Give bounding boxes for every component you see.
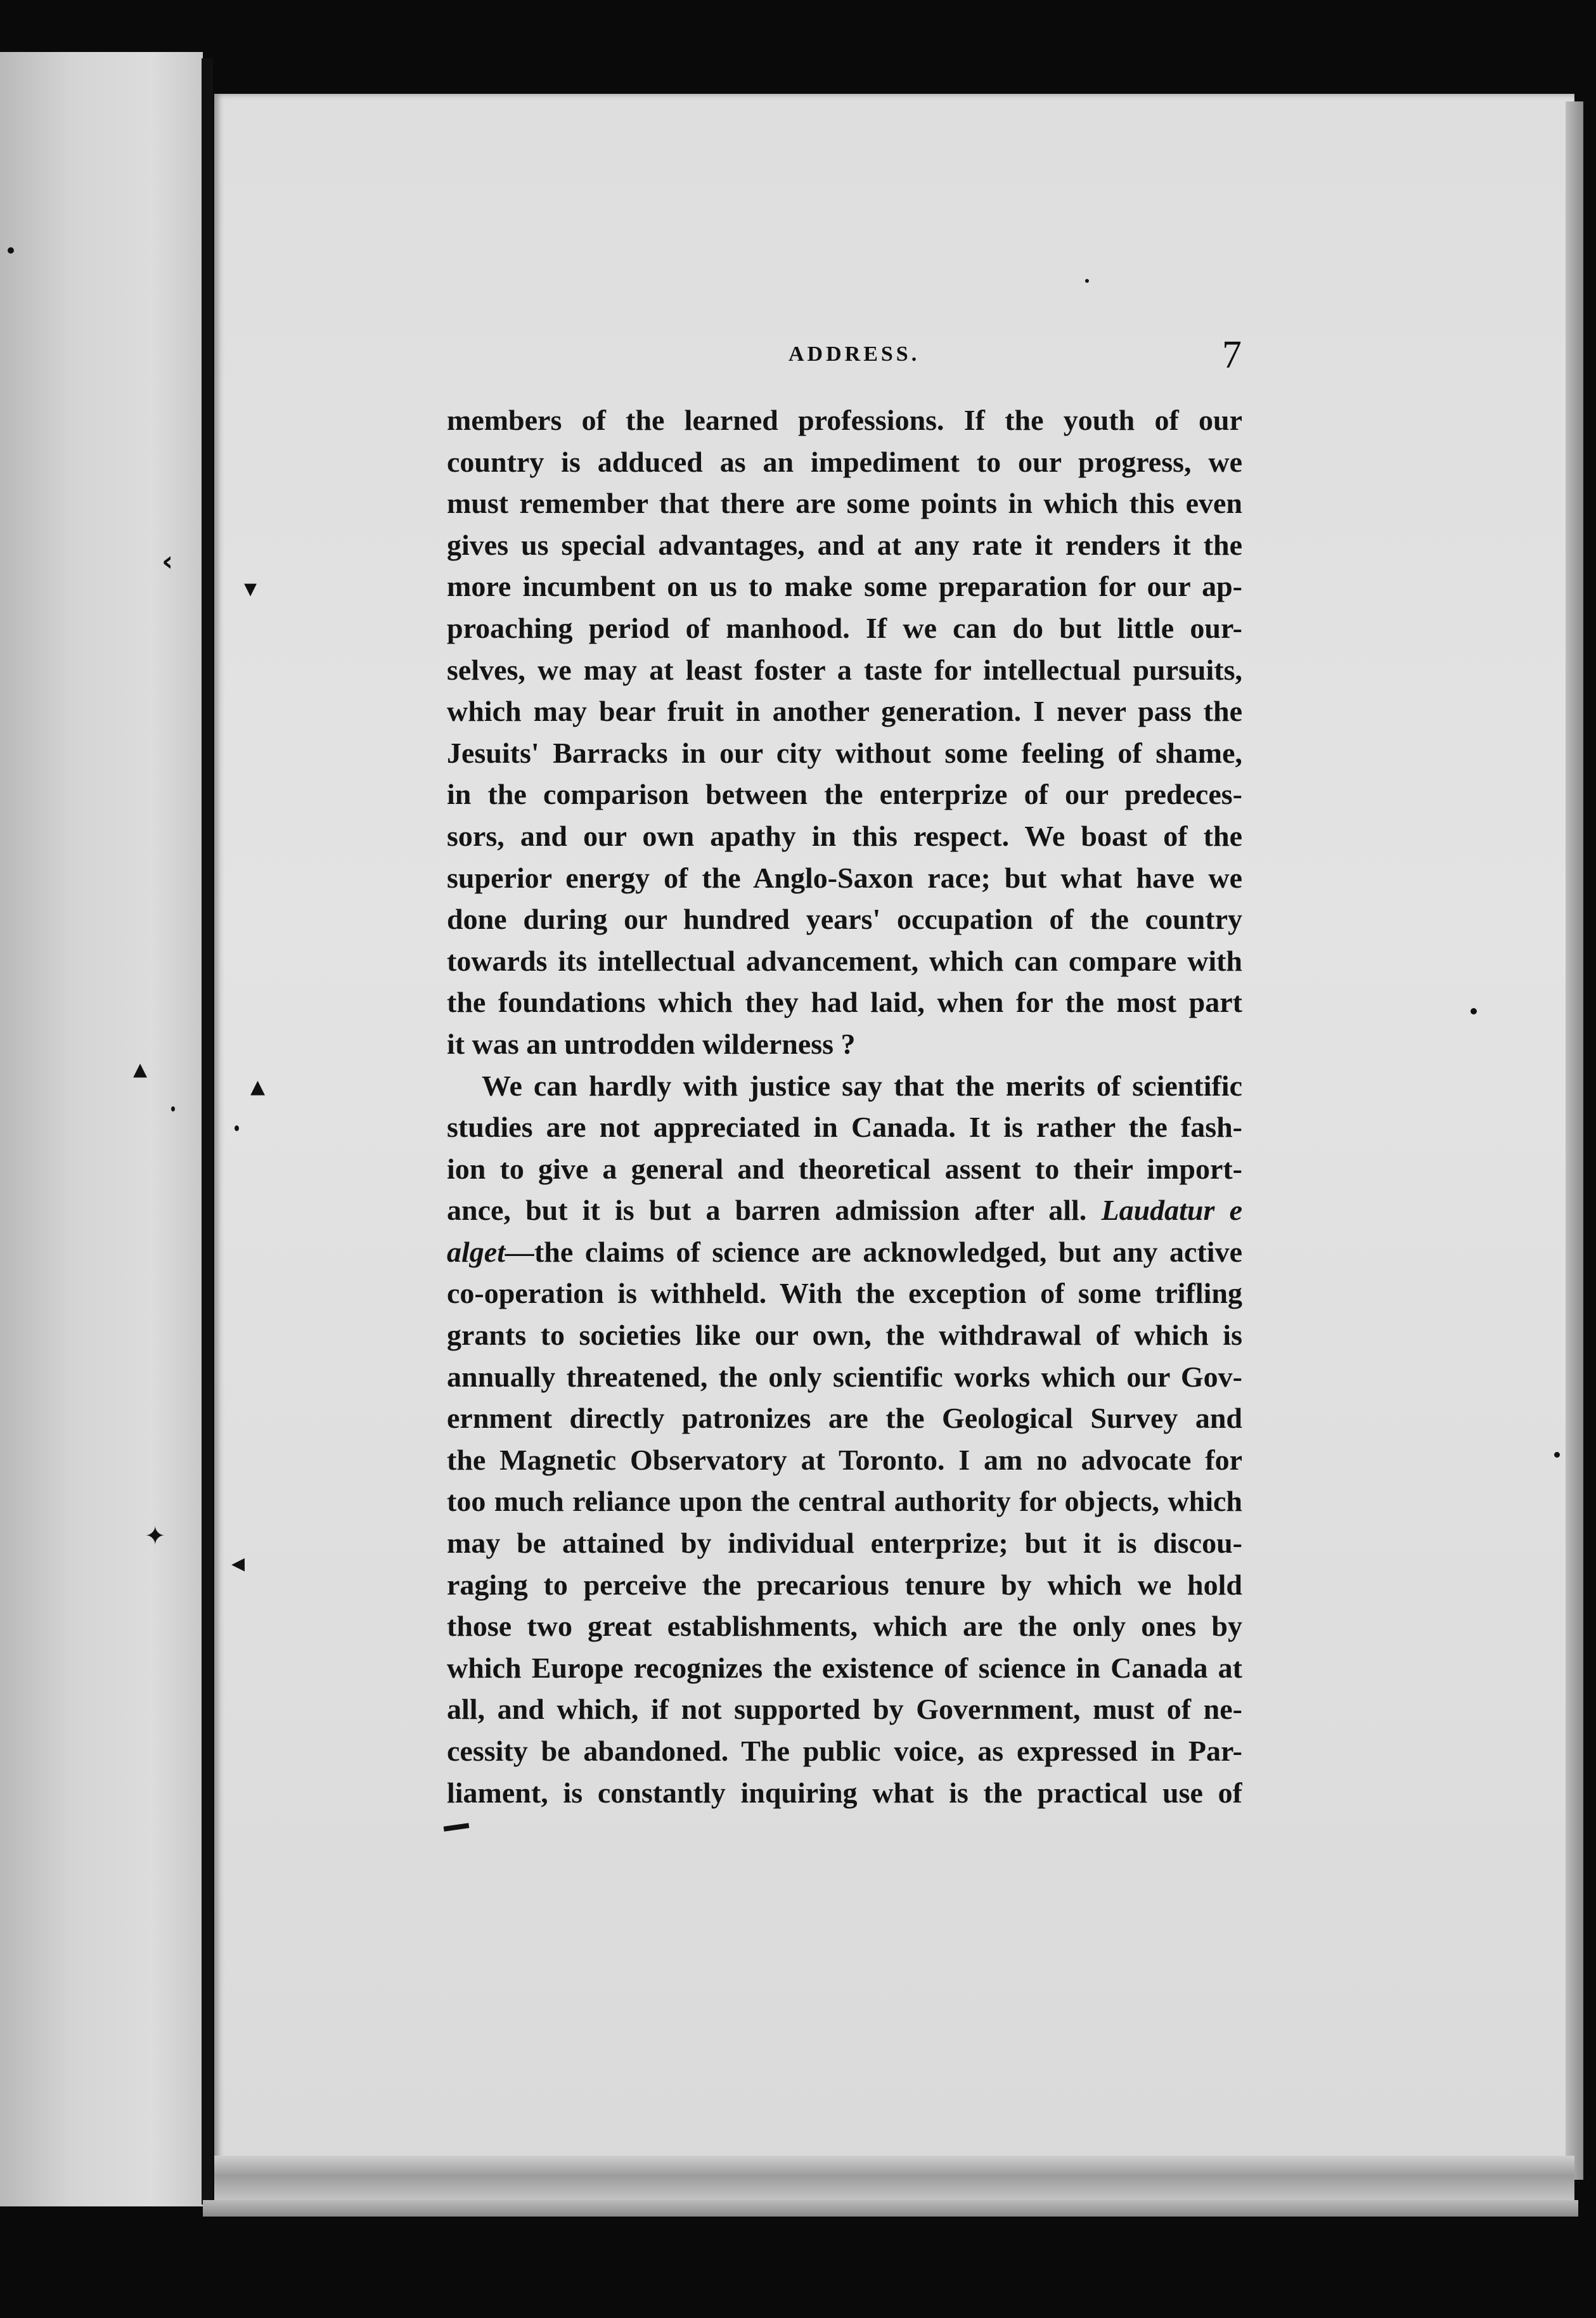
text-line: proaching period of manhood. If we can do but little our- [447,611,1242,644]
text-line: raging to perceive the precarious tenure by which we hold [447,1568,1242,1601]
text-line: Jesuits' Barracks in our city without some feeling of shame, [447,736,1242,769]
running-head: ADDRESS. [788,342,920,366]
text-line: it was an untrodden wilderness ? [447,1027,856,1060]
text-segment: ance, but it is but a barren admission after all. [447,1194,1087,1227]
body-text [447,399,1242,1813]
italic-phrase: Laudatur e [1101,1194,1242,1227]
previous-page-edge [0,52,203,2206]
text-line: too much reliance upon the central authority for objects, which [447,1485,1242,1518]
text-line: may be attained by individual enterprize; but it is discou- [447,1527,1242,1560]
text-line: ion to give a general and theoretical assent to their import- [447,1152,1242,1185]
stray-mark: ✦ [145,1522,166,1551]
text-line: in the comparison between the enterprize of our predeces- [447,778,1242,811]
stray-mark: ▴ [133,1052,148,1085]
scan-speck [1085,279,1089,283]
text-line [447,1189,1242,1231]
text-line: studies are not appreciated in Canada. It is rather the fash- [447,1111,1242,1144]
page-bottom-edge [214,2156,1574,2200]
book-gutter [202,58,213,2205]
text-line: all, and which, if not supported by Government, must of ne- [447,1693,1242,1726]
page-number: 7 [1222,333,1242,377]
text-line: annually threatened, the only scientific works which our Gov- [447,1360,1242,1393]
scan-speck [1554,1452,1560,1458]
stray-mark: ▴ [250,1068,266,1103]
text-line: the Magnetic Observatory at Toronto. I am no advocate for [447,1443,1242,1476]
scan-speck [1471,1008,1477,1014]
text-line: which may bear fruit in another generation. I never pass the [447,695,1242,728]
scan-speck [171,1106,175,1111]
text-line: the foundations which they had laid, when for the most part [447,986,1242,1019]
text-line [447,1231,1242,1273]
page-right-edge [1566,101,1583,2180]
text-line: done during our hundred years' occupation of the country [447,903,1242,936]
text-line: superior energy of the Anglo-Saxon race; but what have we [447,861,1242,894]
text-line: those two great establishments, which are the only ones by [447,1610,1242,1643]
text-line: members of the learned professions. If the youth of our [447,404,1242,436]
text-line: sors, and our own apathy in this respect. We boast of the [447,819,1242,852]
text-line: towards its intellectual advancement, which can compare with [447,944,1242,977]
text-line: more incumbent on us to make some preparation for our ap- [447,570,1242,603]
text-line: which Europe recognizes the existence of science in Canada at [447,1651,1242,1684]
text-line: We can hardly with justice say that the merits of scientific [482,1069,1242,1102]
scan-speck [235,1125,239,1131]
stray-mark: ▾ [244,574,257,603]
text-line: must remember that there are some points in which this even [447,487,1242,520]
text-line: ernment directly patronizes are the Geological Survey and [447,1402,1242,1435]
italic-phrase: alget— [447,1235,534,1268]
text-line: grants to societies like our own, the withdrawal of which is [447,1319,1242,1352]
text-line: co-operation is withheld. With the exception of some trifling [447,1277,1242,1310]
text-line: selves, we may at least foster a taste for intellectual pursuits, [447,653,1242,686]
text-line: country is adduced as an impediment to our progress, we [447,445,1242,478]
text-line: cessity be abandoned. The public voice, as expressed in Par- [447,1735,1242,1767]
text-line: liament, is constantly inquiring what is the practical use of [447,1776,1242,1809]
stray-mark: ‹ [162,545,174,578]
stray-mark: ◂ [231,1547,245,1578]
scan-speck [8,247,14,254]
page-bottom-shadow [203,2200,1578,2217]
text-line: gives us special advantages, and at any rate it renders it the [447,528,1242,561]
text-segment: the claims of science are acknowledged, but any active [534,1235,1242,1268]
